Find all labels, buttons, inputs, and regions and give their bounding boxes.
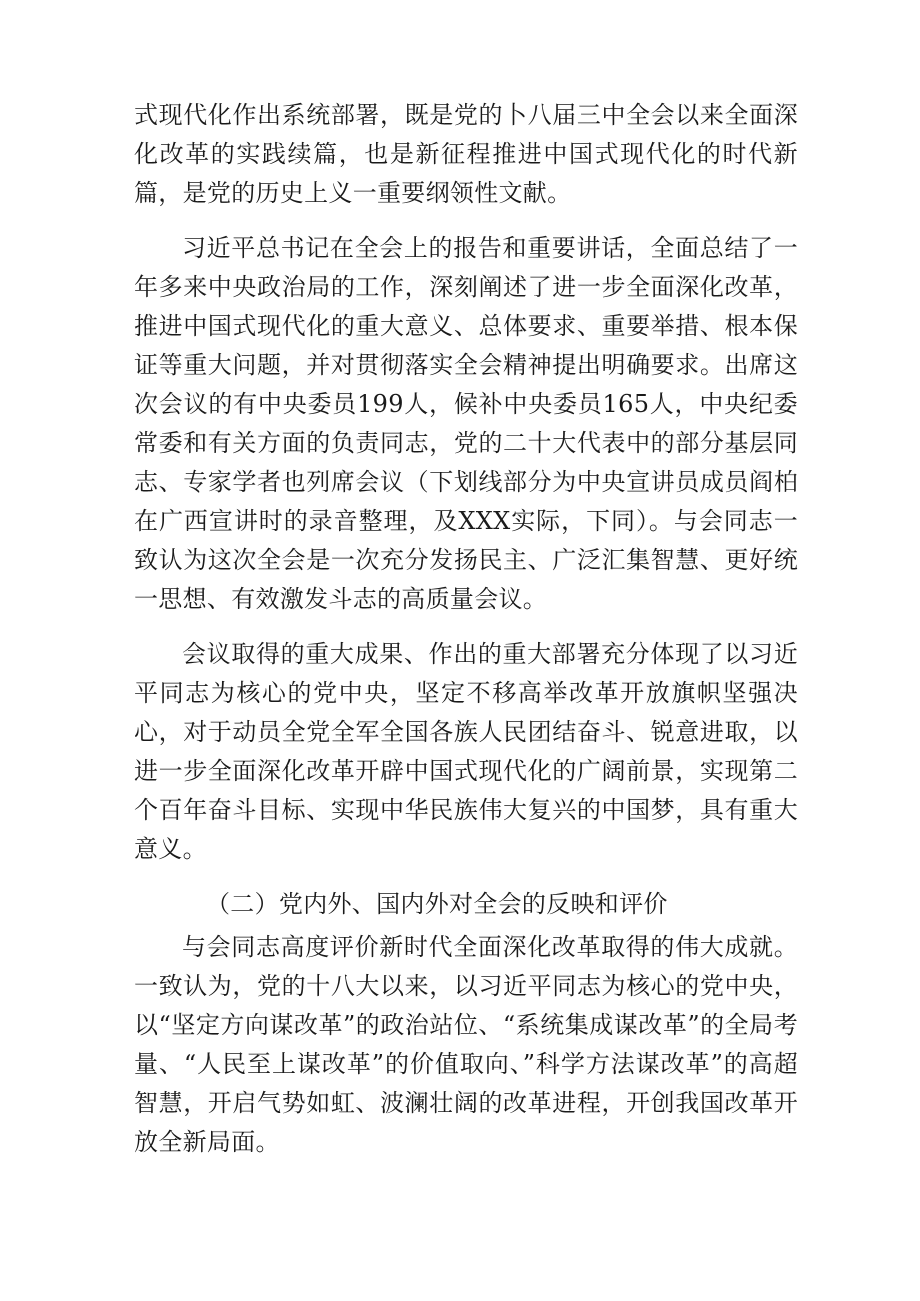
document-body	[134, 96, 798, 1162]
paragraph-reform-evaluation: 与会同志高度评价新时代全面深化改革取得的伟大成就。一致认为，党的十八大以来，以习近平同志为核心的党中央，以“坚定方向谋改革”的政治站位、“系统集成谋改革”的全局考量、“人民至上谋改革”的价值取向、”科学方法谋改革”的高超智慧，开启气势如虹、波澜壮阔的改革进程，开创我国改革开放全新局面。	[134, 933, 798, 1156]
paragraph-plenary-report: 习近平总书记在全会上的报告和重要讲话，全面总结了一年多来中央政治局的工作，深刻阐述了进一步全面深化改革，推进中国式现代化的重大意义、总体要求、重要举措、根本保证等重大问题，并对贯彻落实全会精神提出明确要求。出席这次会议的有中央委员199人，候补中央委员165人，中央纪委常委和有关方面的负责同志，党的二十大代表中的部分基层同志、专家学者也列席会议（下划线部分为中央宣讲员成员阎柏在广西宣讲时的录音整理，及XXX实际，下同）。与会同志一致认为这次全会是一次充分发扬民主、广泛汇集智慧、更好统一思想、有效激发斗志的高质量会议。	[134, 234, 798, 613]
paragraph-continuation: 式现代化作出系统部署，既是党的卜八届三中全会以来全面深化改革的实践续篇，也是新征程推进中国式现代化的时代新篇，是党的历史上义一重要纲领性文献。	[134, 101, 798, 207]
section-heading: （二）党内外、国内外对全会的反映和评价	[206, 890, 668, 918]
paragraph-meeting-results: 会议取得的重大成果、作出的重大部署充分体现了以习近平同志为核心的党中央，坚定不移高举改革开放旗帜坚强决心，对于动员全党全军全国各族人民团结奋斗、锐意进取，以进一步全面深化改革开辟中国式现代化的广阔前景，实现第二个百年奋斗目标、实现中华民族伟大复兴的中国梦，具有重大意义。	[134, 640, 798, 863]
